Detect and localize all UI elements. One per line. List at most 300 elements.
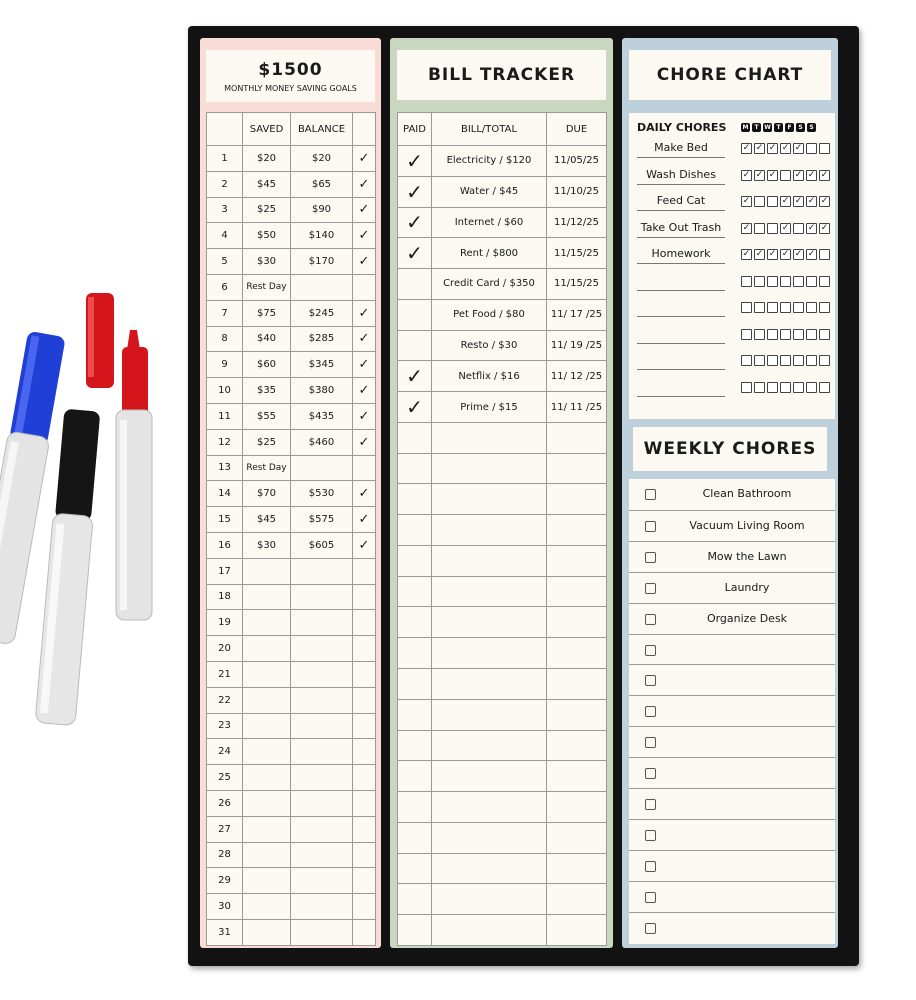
- daily-chore-checkboxes: [741, 276, 830, 287]
- weekly-chore-label[interactable]: [659, 696, 835, 726]
- bill-name-cell[interactable]: [432, 699, 547, 730]
- savings-check-mark[interactable]: ✓: [353, 249, 376, 275]
- savings-saved-cell[interactable]: [243, 842, 291, 868]
- savings-balance-cell[interactable]: $575: [291, 507, 353, 533]
- daily-chore-checkbox[interactable]: [767, 382, 778, 393]
- daily-chore-label[interactable]: Make Bed: [637, 139, 725, 158]
- daily-chore-checkbox[interactable]: [819, 302, 830, 313]
- savings-saved-cell[interactable]: $70: [243, 481, 291, 507]
- weekly-chore-label[interactable]: [659, 758, 835, 788]
- daily-chore-checkbox[interactable]: ✓: [820, 222, 829, 233]
- bill-name-cell[interactable]: [432, 730, 547, 761]
- savings-balance-cell[interactable]: $460: [291, 429, 353, 455]
- daily-chore-checkbox[interactable]: [741, 329, 752, 340]
- bill-paid-check[interactable]: ✓: [398, 207, 432, 238]
- daily-chore-checkbox[interactable]: ✓: [807, 222, 816, 233]
- savings-check-mark[interactable]: [353, 868, 376, 894]
- daily-chore-checkbox[interactable]: [806, 276, 817, 287]
- bill-due-cell[interactable]: 11/ 17 /25: [547, 299, 607, 330]
- savings-balance-cell[interactable]: $140: [291, 223, 353, 249]
- savings-check-mark[interactable]: [353, 661, 376, 687]
- savings-balance-cell[interactable]: $435: [291, 403, 353, 429]
- savings-saved-cell[interactable]: [243, 687, 291, 713]
- daily-chore-checkbox[interactable]: ✓: [742, 222, 751, 233]
- daily-chore-checkbox[interactable]: [780, 276, 791, 287]
- savings-check-mark[interactable]: [353, 894, 376, 920]
- bill-due-cell[interactable]: [547, 607, 607, 638]
- savings-balance-cell[interactable]: [291, 868, 353, 894]
- savings-day-number: 29: [207, 868, 243, 894]
- daily-chore-label[interactable]: [637, 378, 725, 397]
- daily-chore-checkbox[interactable]: [806, 355, 817, 366]
- weekly-chore-label[interactable]: [659, 727, 835, 757]
- weekly-chore-checkbox[interactable]: [645, 892, 656, 903]
- bill-name-cell[interactable]: [432, 761, 547, 792]
- weekly-chore-label[interactable]: Vacuum Living Room: [689, 518, 805, 532]
- savings-saved-cell[interactable]: $60: [243, 352, 291, 378]
- daily-chore-checkbox[interactable]: ✓: [781, 249, 790, 259]
- bill-paid-check[interactable]: [398, 576, 432, 607]
- bill-paid-check[interactable]: [398, 730, 432, 761]
- bill-due-cell[interactable]: 11/15/25: [547, 269, 607, 300]
- daily-chore-checkbox[interactable]: [806, 382, 817, 393]
- bill-due-cell[interactable]: 11/ 11 /25: [547, 392, 607, 423]
- bill-due-cell[interactable]: [547, 730, 607, 761]
- daily-chore-checkbox[interactable]: [793, 355, 804, 366]
- savings-row: [207, 326, 376, 352]
- bill-name-cell[interactable]: Prime / $15: [432, 392, 547, 423]
- weekly-chore-label[interactable]: Organize Desk: [706, 611, 788, 625]
- weekly-chore-label[interactable]: Mow the Lawn: [707, 549, 787, 563]
- daily-chore-checkbox[interactable]: [819, 382, 830, 393]
- bill-due-cell[interactable]: [547, 761, 607, 792]
- savings-saved-cell[interactable]: [243, 584, 291, 610]
- savings-check-mark[interactable]: ✓: [353, 507, 376, 533]
- savings-day-number: 30: [207, 894, 243, 920]
- daily-chore-checkbox[interactable]: [780, 302, 791, 313]
- savings-balance-cell[interactable]: [291, 687, 353, 713]
- savings-saved-cell[interactable]: Rest Day: [243, 274, 291, 300]
- daily-chore-checkbox[interactable]: [819, 329, 830, 340]
- savings-check-mark[interactable]: ✓: [353, 403, 376, 429]
- savings-saved-cell[interactable]: [243, 610, 291, 636]
- bill-paid-check[interactable]: [398, 484, 432, 515]
- bill-due-cell[interactable]: [547, 699, 607, 730]
- bill-due-cell[interactable]: [547, 453, 607, 484]
- bill-due-cell[interactable]: 11/05/25: [547, 146, 607, 177]
- bill-due-cell[interactable]: [547, 576, 607, 607]
- daily-chore-checkbox[interactable]: [780, 329, 791, 340]
- bill-name-cell[interactable]: [432, 638, 547, 669]
- bill-paid-check[interactable]: [398, 453, 432, 484]
- savings-check-mark[interactable]: ✓: [353, 146, 376, 172]
- savings-balance-cell[interactable]: [291, 842, 353, 868]
- weekly-chore-checkbox[interactable]: [645, 645, 656, 656]
- bill-due-cell[interactable]: [547, 484, 607, 515]
- savings-saved-cell[interactable]: [243, 713, 291, 739]
- daily-chore-checkbox[interactable]: [819, 143, 830, 154]
- daily-chore-checkbox[interactable]: [741, 276, 752, 287]
- savings-balance-cell[interactable]: [291, 584, 353, 610]
- weekly-chore-label[interactable]: [659, 789, 835, 819]
- daily-chore-label[interactable]: Feed Cat: [637, 192, 725, 211]
- bill-due-cell[interactable]: [547, 853, 607, 884]
- weekly-chore-checkbox[interactable]: [645, 675, 656, 686]
- savings-saved-cell[interactable]: [243, 919, 291, 945]
- daily-chore-label[interactable]: [637, 298, 725, 317]
- daily-chore-checkbox[interactable]: [793, 302, 804, 313]
- savings-saved-cell[interactable]: $30: [243, 532, 291, 558]
- savings-balance-cell[interactable]: $20: [291, 146, 353, 172]
- savings-check-mark[interactable]: [353, 919, 376, 945]
- bill-name-cell[interactable]: Water / $45: [432, 176, 547, 207]
- daily-chore-checkbox[interactable]: [806, 143, 817, 154]
- savings-balance-cell[interactable]: $170: [291, 249, 353, 275]
- savings-saved-cell[interactable]: [243, 816, 291, 842]
- weekly-chore-label[interactable]: [659, 665, 835, 695]
- savings-balance-cell[interactable]: $90: [291, 197, 353, 223]
- savings-check-mark[interactable]: [353, 584, 376, 610]
- daily-chore-checkbox[interactable]: [793, 276, 804, 287]
- bill-paid-check[interactable]: ✓: [398, 361, 432, 392]
- savings-check-mark[interactable]: ✓: [353, 171, 376, 197]
- daily-chore-checkbox[interactable]: [754, 196, 765, 207]
- weekly-chore-label[interactable]: Laundry: [724, 580, 770, 594]
- bill-name-cell[interactable]: Netflix / $16: [432, 361, 547, 392]
- weekly-chore-checkbox[interactable]: [645, 768, 656, 779]
- savings-saved-cell[interactable]: $20: [243, 146, 291, 172]
- bill-due-cell[interactable]: [547, 792, 607, 823]
- savings-saved-cell[interactable]: $45: [243, 171, 291, 197]
- savings-saved-cell[interactable]: [243, 894, 291, 920]
- bill-paid-check[interactable]: [398, 792, 432, 823]
- weekday-header: [741, 123, 816, 132]
- savings-check-mark[interactable]: ✓: [353, 223, 376, 249]
- savings-check-mark[interactable]: [353, 610, 376, 636]
- bill-name-cell[interactable]: [432, 453, 547, 484]
- bill-due-cell[interactable]: [547, 884, 607, 915]
- savings-saved-cell[interactable]: [243, 790, 291, 816]
- bill-name-cell[interactable]: Rent / $800: [432, 238, 547, 269]
- savings-saved-cell[interactable]: [243, 739, 291, 765]
- savings-saved-cell[interactable]: $45: [243, 507, 291, 533]
- bill-name-cell[interactable]: [432, 515, 547, 546]
- weekly-chore-label[interactable]: [659, 635, 835, 665]
- daily-chore-checkbox[interactable]: [767, 276, 778, 287]
- savings-balance-cell[interactable]: $65: [291, 171, 353, 197]
- bill-due-cell[interactable]: 11/12/25: [547, 207, 607, 238]
- bill-name-cell[interactable]: [432, 422, 547, 453]
- savings-check-mark[interactable]: [353, 455, 376, 481]
- weekly-chore-checkbox[interactable]: [645, 583, 656, 594]
- savings-check-mark[interactable]: ✓: [353, 326, 376, 352]
- bill-paid-check[interactable]: [398, 330, 432, 361]
- bill-name-cell[interactable]: Electricity / $120: [432, 146, 547, 177]
- bill-paid-check[interactable]: [398, 515, 432, 546]
- daily-chore-checkbox[interactable]: ✓: [794, 169, 803, 180]
- daily-chore-checkbox[interactable]: [806, 329, 817, 340]
- savings-check-mark[interactable]: [353, 558, 376, 584]
- bill-paid-check[interactable]: ✓: [398, 238, 432, 269]
- bill-due-cell[interactable]: [547, 822, 607, 853]
- weekly-chore-label[interactable]: [659, 851, 835, 881]
- bill-due-cell[interactable]: [547, 422, 607, 453]
- savings-balance-cell[interactable]: $245: [291, 300, 353, 326]
- savings-check-mark[interactable]: ✓: [353, 429, 376, 455]
- daily-chore-checkbox[interactable]: ✓: [755, 143, 764, 153]
- weekly-chore-checkbox[interactable]: [645, 552, 656, 563]
- daily-chore-checkbox[interactable]: [754, 382, 765, 393]
- savings-saved-cell[interactable]: $55: [243, 403, 291, 429]
- daily-chore-checkbox[interactable]: [741, 355, 752, 366]
- bill-paid-check[interactable]: [398, 669, 432, 700]
- bill-row: [398, 238, 607, 269]
- daily-chore-checkbox[interactable]: [754, 355, 765, 366]
- weekly-chore-label[interactable]: [659, 882, 835, 912]
- daily-chore-checkbox[interactable]: [741, 382, 752, 393]
- savings-balance-cell[interactable]: [291, 558, 353, 584]
- savings-check-mark[interactable]: [353, 739, 376, 765]
- savings-check-mark[interactable]: ✓: [353, 378, 376, 404]
- daily-chore-checkbox[interactable]: [767, 302, 778, 313]
- daily-chore-checkbox[interactable]: ✓: [820, 196, 829, 206]
- daily-chore-checkbox[interactable]: ✓: [794, 143, 803, 153]
- weekly-chore-label[interactable]: [659, 913, 835, 943]
- bill-paid-check[interactable]: [398, 822, 432, 853]
- daily-chore-checkbox[interactable]: [806, 302, 817, 313]
- daily-chore-checkboxes: [741, 170, 830, 181]
- savings-saved-cell[interactable]: $30: [243, 249, 291, 275]
- savings-balance-cell[interactable]: [291, 636, 353, 662]
- savings-check-mark[interactable]: ✓: [353, 197, 376, 223]
- weekly-chore-label[interactable]: Clean Bathroom: [702, 487, 792, 500]
- savings-check-mark[interactable]: [353, 816, 376, 842]
- savings-header: [206, 50, 375, 102]
- savings-saved-cell[interactable]: [243, 661, 291, 687]
- savings-row: [207, 894, 376, 920]
- bill-paid-check[interactable]: ✓: [398, 392, 432, 423]
- savings-day-number: 15: [207, 507, 243, 533]
- savings-saved-cell[interactable]: $50: [243, 223, 291, 249]
- savings-balance-cell[interactable]: $345: [291, 352, 353, 378]
- bill-name-cell[interactable]: [432, 545, 547, 576]
- bill-due-cell[interactable]: [547, 515, 607, 546]
- bill-name-cell[interactable]: Internet / $60: [432, 207, 547, 238]
- savings-balance-cell[interactable]: $380: [291, 378, 353, 404]
- weekly-chore-label[interactable]: [659, 820, 835, 850]
- daily-chore-checkbox[interactable]: [793, 329, 804, 340]
- daily-chore-checkbox[interactable]: [767, 355, 778, 366]
- bill-due-cell[interactable]: 11/10/25: [547, 176, 607, 207]
- savings-check-mark[interactable]: ✓: [353, 352, 376, 378]
- daily-chore-row: [637, 192, 829, 218]
- daily-chore-label[interactable]: Wash Dishes: [637, 166, 725, 185]
- daily-chore-checkbox[interactable]: [741, 302, 752, 313]
- daily-chore-checkbox[interactable]: [793, 382, 804, 393]
- weekly-chore-checkbox[interactable]: [645, 861, 656, 872]
- savings-check-mark[interactable]: [353, 713, 376, 739]
- savings-check-mark[interactable]: ✓: [353, 481, 376, 507]
- savings-check-mark[interactable]: [353, 765, 376, 791]
- savings-balance-cell[interactable]: [291, 661, 353, 687]
- savings-saved-cell[interactable]: $35: [243, 378, 291, 404]
- daily-chore-checkbox[interactable]: [780, 355, 791, 366]
- daily-chore-checkbox[interactable]: ✓: [755, 249, 764, 259]
- bill-paid-check[interactable]: [398, 761, 432, 792]
- savings-saved-cell[interactable]: $25: [243, 429, 291, 455]
- weekly-chore-checkbox[interactable]: [645, 799, 656, 810]
- bill-paid-check[interactable]: [398, 607, 432, 638]
- savings-balance-cell[interactable]: [291, 610, 353, 636]
- daily-chore-checkbox[interactable]: ✓: [755, 169, 764, 180]
- daily-chore-label[interactable]: Homework: [637, 245, 725, 264]
- savings-saved-cell[interactable]: [243, 868, 291, 894]
- weekday-badge: S: [807, 123, 816, 132]
- bill-due-cell[interactable]: [547, 638, 607, 669]
- savings-check-mark[interactable]: ✓: [353, 532, 376, 558]
- savings-row: [207, 765, 376, 791]
- bill-name-cell[interactable]: [432, 915, 547, 946]
- savings-saved-cell[interactable]: $40: [243, 326, 291, 352]
- daily-chore-checkbox[interactable]: ✓: [742, 249, 751, 259]
- bill-paid-check[interactable]: [398, 853, 432, 884]
- daily-chore-label[interactable]: [637, 351, 725, 370]
- daily-chore-checkbox[interactable]: [754, 276, 765, 287]
- weekly-chore-checkbox[interactable]: [645, 737, 656, 748]
- daily-chore-checkbox[interactable]: [754, 223, 765, 234]
- savings-balance-cell[interactable]: [291, 765, 353, 791]
- daily-chore-checkbox[interactable]: ✓: [768, 169, 777, 180]
- daily-chore-checkbox[interactable]: ✓: [807, 249, 816, 259]
- bill-due-cell[interactable]: 11/ 19 /25: [547, 330, 607, 361]
- daily-chore-checkbox[interactable]: ✓: [807, 196, 816, 206]
- bill-paid-check[interactable]: [398, 299, 432, 330]
- savings-balance-cell[interactable]: [291, 274, 353, 300]
- bill-row: [398, 484, 607, 515]
- daily-chore-checkbox[interactable]: [767, 329, 778, 340]
- savings-balance-cell[interactable]: [291, 790, 353, 816]
- daily-chore-checkbox[interactable]: [754, 302, 765, 313]
- savings-saved-cell[interactable]: Rest Day: [243, 455, 291, 481]
- weekly-chore-checkbox[interactable]: [645, 489, 656, 500]
- savings-row: [207, 223, 376, 249]
- bill-name-cell[interactable]: [432, 884, 547, 915]
- daily-chore-checkbox[interactable]: ✓: [742, 143, 751, 153]
- savings-balance-cell[interactable]: [291, 455, 353, 481]
- daily-chore-checkbox[interactable]: [819, 249, 830, 260]
- bill-name-cell[interactable]: Resto / $30: [432, 330, 547, 361]
- bill-due-cell[interactable]: [547, 669, 607, 700]
- savings-balance-cell[interactable]: [291, 894, 353, 920]
- weekly-chore-checkbox[interactable]: [645, 830, 656, 841]
- daily-chore-checkbox[interactable]: ✓: [781, 222, 790, 233]
- bill-name-cell[interactable]: Credit Card / $350: [432, 269, 547, 300]
- bill-paid-check[interactable]: [398, 545, 432, 576]
- daily-chore-checkbox[interactable]: [780, 170, 791, 181]
- bill-paid-check[interactable]: ✓: [398, 146, 432, 177]
- savings-saved-cell[interactable]: $25: [243, 197, 291, 223]
- savings-balance-cell[interactable]: [291, 919, 353, 945]
- savings-row: [207, 481, 376, 507]
- daily-chore-checkbox[interactable]: [767, 196, 778, 207]
- daily-chore-checkbox[interactable]: [819, 355, 830, 366]
- savings-saved-cell[interactable]: [243, 765, 291, 791]
- bill-paid-check[interactable]: ✓: [398, 176, 432, 207]
- bill-name-cell[interactable]: [432, 484, 547, 515]
- daily-chore-checkbox[interactable]: ✓: [794, 249, 803, 259]
- weekly-chore-checkbox[interactable]: [645, 521, 656, 532]
- savings-balance-cell[interactable]: [291, 713, 353, 739]
- daily-chore-checkbox[interactable]: ✓: [781, 143, 790, 153]
- bill-paid-check[interactable]: [398, 422, 432, 453]
- bill-paid-check[interactable]: [398, 269, 432, 300]
- weekly-chore-checkbox[interactable]: [645, 614, 656, 625]
- bill-paid-check[interactable]: [398, 638, 432, 669]
- daily-chore-checkbox[interactable]: ✓: [820, 169, 829, 180]
- bill-name-cell[interactable]: Pet Food / $80: [432, 299, 547, 330]
- bill-paid-check[interactable]: [398, 884, 432, 915]
- bill-due-cell[interactable]: [547, 915, 607, 946]
- savings-check-mark[interactable]: [353, 687, 376, 713]
- daily-chore-checkbox[interactable]: [780, 382, 791, 393]
- bill-row: [398, 453, 607, 484]
- daily-chore-checkbox[interactable]: [767, 223, 778, 234]
- bill-paid-check[interactable]: [398, 915, 432, 946]
- daily-chore-checkbox[interactable]: ✓: [807, 169, 816, 180]
- bill-name-cell[interactable]: [432, 792, 547, 823]
- savings-balance-cell[interactable]: [291, 816, 353, 842]
- daily-chore-checkbox[interactable]: ✓: [781, 196, 790, 206]
- bill-name-cell[interactable]: [432, 576, 547, 607]
- savings-balance-cell[interactable]: $285: [291, 326, 353, 352]
- bill-name-cell[interactable]: [432, 607, 547, 638]
- savings-saved-cell[interactable]: [243, 636, 291, 662]
- bill-name-cell[interactable]: [432, 853, 547, 884]
- savings-balance-cell[interactable]: $530: [291, 481, 353, 507]
- savings-check-mark[interactable]: [353, 790, 376, 816]
- bill-due-cell[interactable]: 11/15/25: [547, 238, 607, 269]
- savings-check-mark[interactable]: [353, 636, 376, 662]
- daily-chore-checkbox[interactable]: ✓: [742, 196, 751, 206]
- daily-chore-row: [637, 139, 829, 165]
- daily-chore-checkbox[interactable]: [819, 276, 830, 287]
- savings-day-number: 7: [207, 300, 243, 326]
- daily-chore-checkbox[interactable]: ✓: [768, 143, 777, 153]
- daily-chore-checkbox[interactable]: ✓: [742, 169, 751, 180]
- bill-name-cell[interactable]: [432, 822, 547, 853]
- daily-chore-checkbox[interactable]: ✓: [768, 249, 777, 259]
- daily-chore-label[interactable]: [637, 325, 725, 344]
- daily-chore-checkbox[interactable]: ✓: [794, 196, 803, 206]
- savings-balance-cell[interactable]: [291, 739, 353, 765]
- savings-saved-cell[interactable]: $75: [243, 300, 291, 326]
- savings-balance-cell[interactable]: $605: [291, 532, 353, 558]
- daily-chore-checkbox[interactable]: [793, 223, 804, 234]
- bill-name-cell[interactable]: [432, 669, 547, 700]
- savings-check-mark[interactable]: [353, 274, 376, 300]
- savings-check-mark[interactable]: ✓: [353, 300, 376, 326]
- daily-chore-label[interactable]: [637, 272, 725, 291]
- bill-due-cell[interactable]: [547, 545, 607, 576]
- bill-paid-check[interactable]: [398, 699, 432, 730]
- daily-chore-label[interactable]: Take Out Trash: [637, 219, 725, 238]
- daily-chore-checkbox[interactable]: [754, 329, 765, 340]
- savings-check-mark[interactable]: [353, 842, 376, 868]
- savings-saved-cell[interactable]: [243, 558, 291, 584]
- weekly-chore-checkbox[interactable]: [645, 923, 656, 934]
- bill-due-cell[interactable]: 11/ 12 /25: [547, 361, 607, 392]
- weekly-chore-checkbox[interactable]: [645, 706, 656, 717]
